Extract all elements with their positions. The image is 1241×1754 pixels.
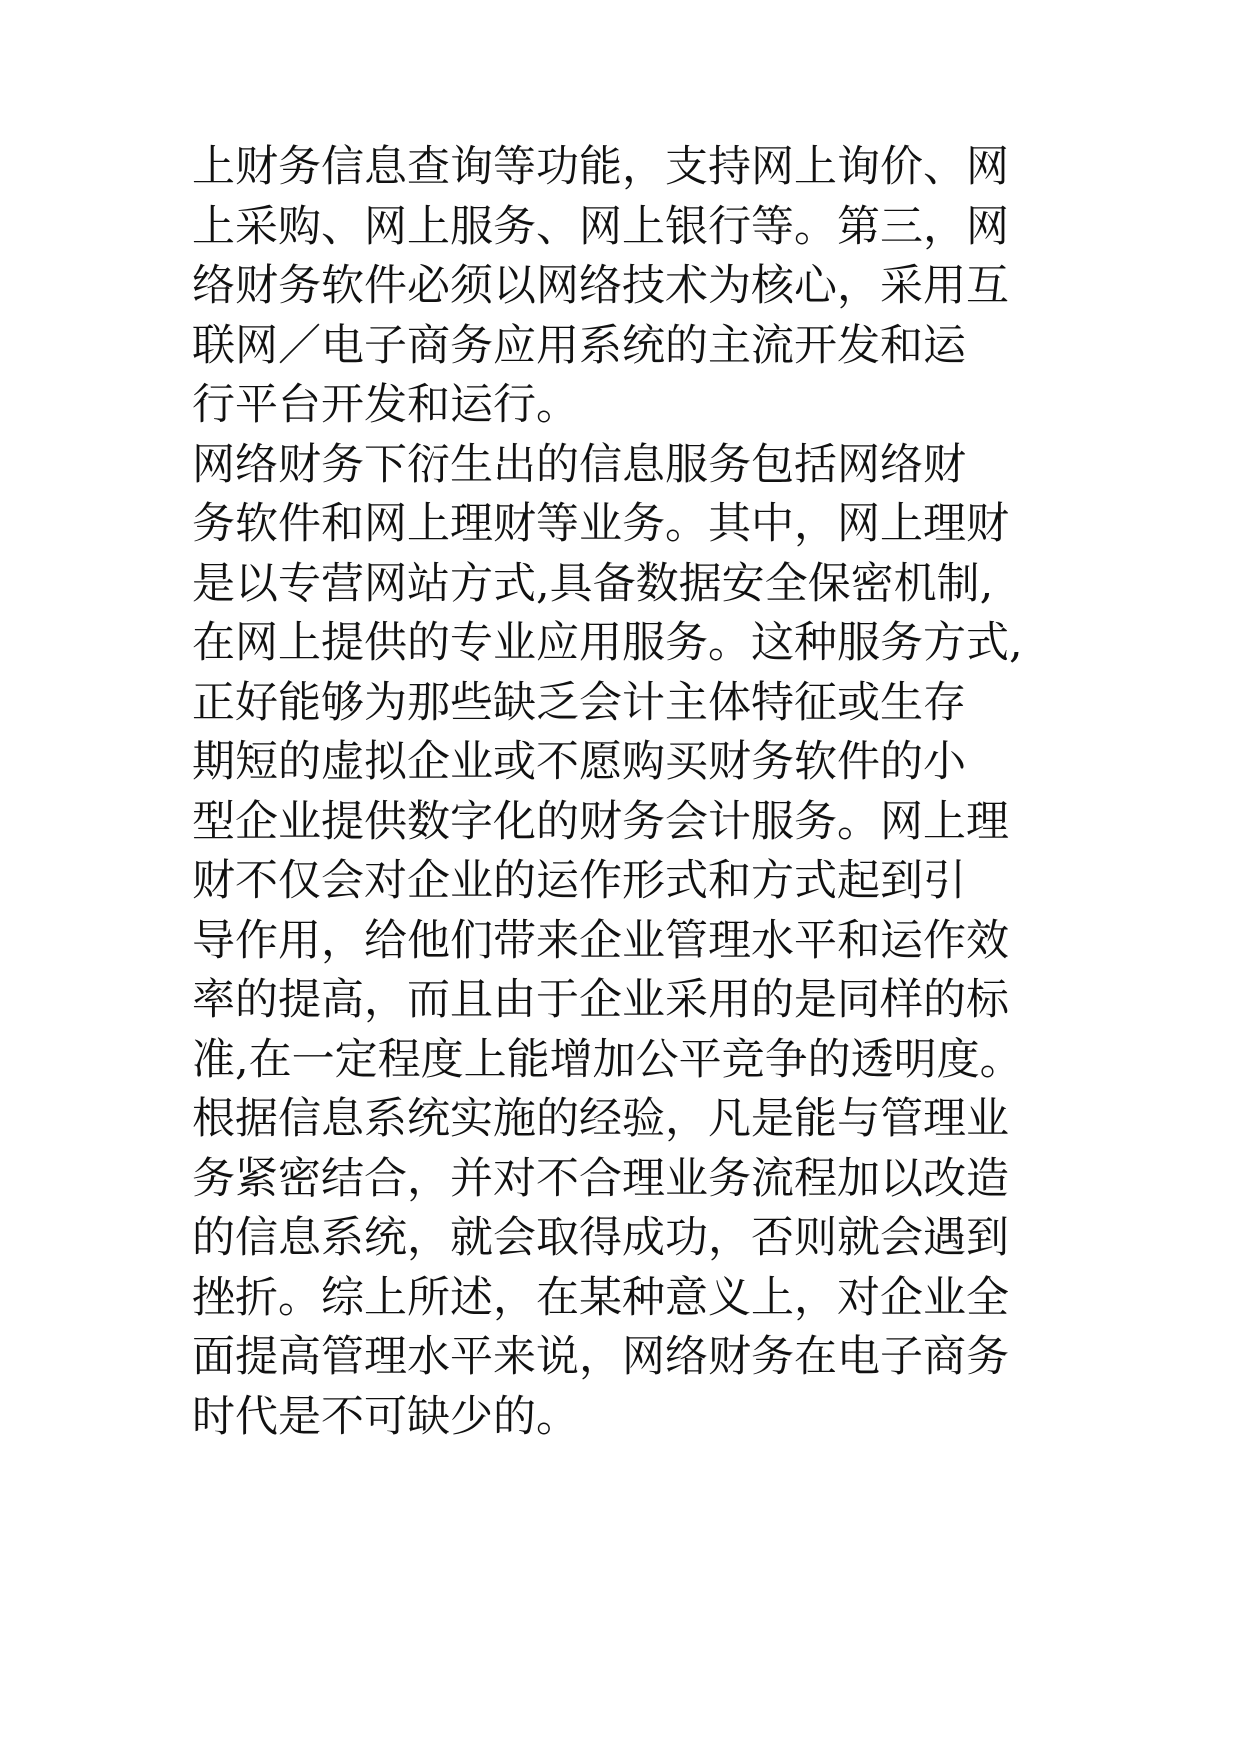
body-text: [192, 138, 1072, 1447]
text-line: 面提高管理水平来说，网络财务在电子商务: [192, 1332, 1009, 1382]
text-line: 络财务软件必须以网络技术为核心，采用互: [192, 261, 1009, 311]
text-line: 率的提高，而且由于企业采用的是同样的标: [192, 975, 1009, 1025]
text-line: 正好能够为那些缺乏会计主体特征或生存: [192, 677, 966, 728]
text-line: 时代是不可缺少的。: [192, 1391, 579, 1442]
text-line: 型企业提供数字化的财务会计服务。网上理: [192, 796, 1009, 847]
text-line: 上采购、网上服务、网上银行等。第三，网: [192, 201, 1009, 252]
text-line: 是以专营网站方式,具备数据安全保密机制,: [192, 558, 994, 609]
text-line: 务紧密结合，并对不合理业务流程加以改造: [192, 1153, 1009, 1204]
text-line: 网络财务下衍生出的信息服务包括网络财: [192, 439, 966, 490]
text-line: 联网／电子商务应用系统的主流开发和运: [192, 320, 966, 371]
text-line: 的信息系统，就会取得成功，否则就会遇到: [192, 1213, 1009, 1263]
text-line: 挫折。综上所述，在某种意义上，对企业全: [192, 1272, 1009, 1323]
text-line: 在网上提供的专业应用服务。这种服务方式,: [192, 618, 1023, 668]
text-line: 期短的虚拟企业或不愿购买财务软件的小: [192, 737, 966, 787]
text-line: 准,在一定程度上能增加公平竞争的透明度。: [192, 1034, 1023, 1085]
text-line: 行平台开发和运行。: [192, 380, 579, 430]
text-line: 根据信息系统实施的经验，凡是能与管理业: [192, 1094, 1009, 1144]
text-line: 上财务信息查询等功能，支持网上询价、网: [192, 142, 1009, 192]
text-line: 财不仅会对企业的运作形式和方式起到引: [192, 856, 966, 906]
text-line: 导作用，给他们带来企业管理水平和运作效: [192, 915, 1009, 966]
text-line: 务软件和网上理财等业务。其中，网上理财: [192, 499, 1009, 549]
